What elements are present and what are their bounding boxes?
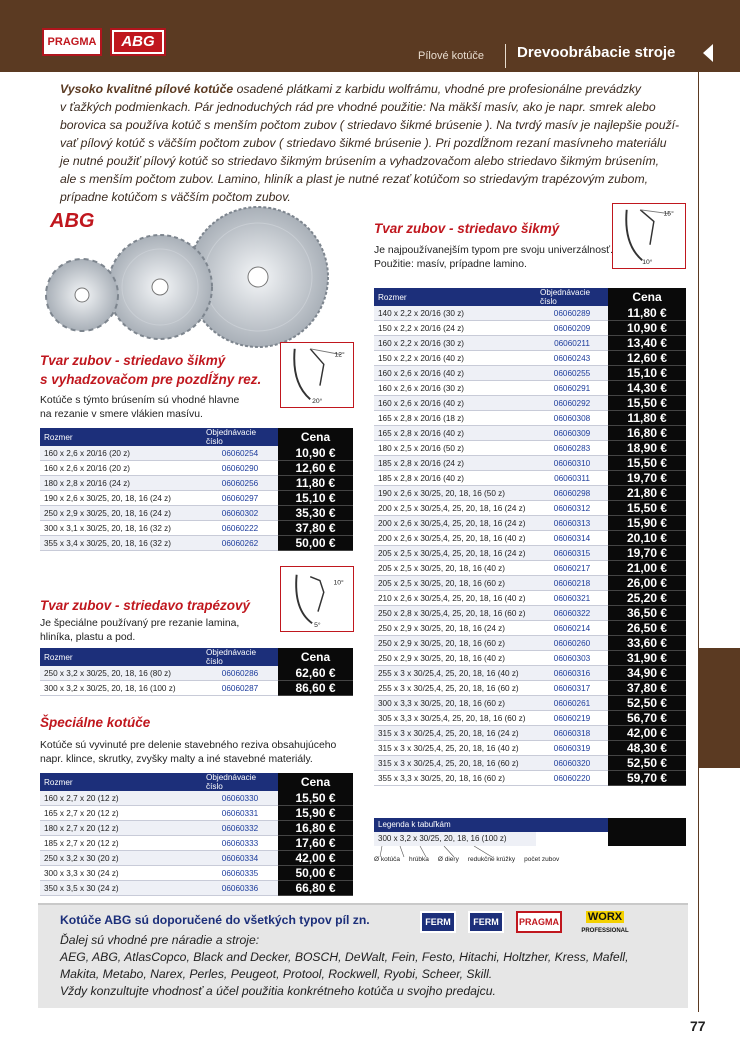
cell-size: 140 x 2,2 x 20/16 (30 z) — [374, 306, 536, 321]
cell-code: 06060243 — [536, 351, 608, 366]
table-row — [374, 651, 686, 666]
intro-bold: Vysoko kvalitné pílové kotúče — [60, 82, 234, 96]
table-row — [374, 306, 686, 321]
section-desc-pozdlzny — [40, 394, 239, 422]
desc-line: hliníka, plastu a pod. — [40, 632, 136, 643]
intro-line: osadené plátkami z karbidu wolfrámu, vhodné pre profesionálne prevádzky — [233, 82, 642, 96]
cell-size: 250 x 2,9 x 30/25, 20, 18, 16 (24 z) — [374, 621, 536, 636]
table-row — [374, 486, 686, 501]
desc-line: Je špeciálne používaný pre rezanie lamina, — [40, 618, 240, 629]
cell-code: 06060283 — [536, 441, 608, 456]
cell-code: 06060262 — [202, 536, 278, 551]
cell-price: 12,60 € — [278, 461, 353, 476]
table-row — [374, 396, 686, 411]
cell-code: 06060218 — [536, 576, 608, 591]
cell-price: 20,10 € — [608, 531, 686, 546]
intro-line: ale s menším počtom zubov. Lamino, hliník a plast je nutné rezať kotúčom so striedavým trapézovým zubom, — [60, 172, 648, 186]
table-row — [374, 516, 686, 531]
abg-logo-header: ABG — [112, 30, 164, 54]
price-table-specialne — [40, 773, 353, 896]
cell-size: 205 x 2,5 x 30/25, 20, 18, 16 (60 z) — [374, 576, 536, 591]
compatibility-line: Makita, Metabo, Narex, Perles, Peugeot, Protool, Rockwell, Ryobi, Scheer, Skill. — [60, 967, 493, 981]
cell-size: 205 x 2,5 x 30/25,4, 25, 20, 18, 16 (24 z) — [374, 546, 536, 561]
cell-price: 50,00 € — [278, 866, 353, 881]
worx-sub: PROFESSIONAL — [581, 928, 629, 934]
compatibility-line: AEG, ABG, AtlasCopco, Black and Decker, BOSCH, DeWalt, Fein, Festo, Hitachi, Holtzher, Kress, Mafell, — [60, 950, 629, 964]
worx-name: WORX — [587, 911, 623, 923]
cell-price: 15,50 € — [608, 501, 686, 516]
angle-label: 15° — [663, 210, 674, 218]
price-table-trapezovy — [40, 648, 353, 696]
table-row — [374, 531, 686, 546]
cell-price: 62,60 € — [278, 666, 353, 681]
cell-price: 15,50 € — [608, 396, 686, 411]
cell-size: 160 x 2,2 x 20/16 (30 z) — [374, 336, 536, 351]
abg-logo: ABG — [50, 210, 95, 232]
saw-blade-small — [46, 259, 118, 331]
col-price: Cena — [608, 288, 686, 306]
cell-code: 06060314 — [536, 531, 608, 546]
cell-price: 33,60 € — [608, 636, 686, 651]
table-row — [374, 321, 686, 336]
cell-code: 06060322 — [536, 606, 608, 621]
col-code: Objednávacie číslo — [202, 648, 278, 666]
cell-code: 06060291 — [536, 381, 608, 396]
cell-size: 165 x 2,7 x 20 (12 z) — [40, 806, 202, 821]
table-row — [374, 561, 686, 576]
table-row — [374, 741, 686, 756]
col-price: Cena — [278, 428, 353, 446]
desc-line: Kotúče sú vyvinuté pre delenie stavebného reziva obsahujúceho — [40, 740, 337, 751]
cell-price: 11,80 € — [608, 306, 686, 321]
cell-size: 300 x 3,3 x 30 (24 z) — [40, 866, 202, 881]
desc-line: napr. klince, skrutky, zvyšky malty a iné stavebné materiály. — [40, 754, 313, 765]
cell-size: 190 x 2,6 x 30/25, 20, 18, 16 (50 z) — [374, 486, 536, 501]
cell-code: 06060286 — [202, 666, 278, 681]
cell-price: 42,00 € — [278, 851, 353, 866]
cell-price: 15,10 € — [608, 366, 686, 381]
table-row — [40, 681, 353, 696]
table-row — [374, 576, 686, 591]
col-code: Objednávacie číslo — [202, 773, 278, 791]
cell-code: 06060302 — [202, 506, 278, 521]
intro-line: v ťažkých podmienkach. Pár jednoduchých rád pre vhodné použitie: Na mäkší masív, ako je napr. smrek alebo — [60, 100, 656, 114]
legend-label: počet zubov — [524, 856, 560, 863]
col-code: Objednávacie číslo — [536, 288, 608, 306]
cell-price: 36,50 € — [608, 606, 686, 621]
header-subtitle: Pílové kotúče — [418, 50, 485, 62]
page-number: 77 — [690, 1018, 706, 1034]
table-row — [374, 411, 686, 426]
table-row — [40, 446, 353, 461]
intro-line: borovica sa používa kotúč s menším počtom zubov ( striedavo šikmé brúsenie ). Na tvrdý masív je najlepšie použí- — [60, 118, 680, 132]
cell-price: 52,50 € — [608, 756, 686, 771]
table-row — [374, 666, 686, 681]
desc-line: na rezanie v smere vlákien masívu. — [40, 409, 203, 420]
cell-code: 06060297 — [202, 491, 278, 506]
intro-paragraph — [60, 80, 692, 206]
cell-price: 16,80 € — [608, 426, 686, 441]
tooth-diagram-pozdlzny — [280, 342, 354, 408]
cell-price: 21,00 € — [608, 561, 686, 576]
angle-label: 5° — [314, 622, 321, 630]
cell-code: 06060317 — [536, 681, 608, 696]
col-code: Objednávacie číslo — [202, 428, 278, 446]
cell-price: 10,90 € — [608, 321, 686, 336]
cell-price: 14,30 € — [608, 381, 686, 396]
cell-size: 255 x 3 x 30/25,4, 25, 20, 18, 16 (40 z) — [374, 666, 536, 681]
cell-price: 15,50 € — [608, 456, 686, 471]
table-row — [40, 851, 353, 866]
legend-blank — [536, 832, 608, 846]
table-row — [40, 866, 353, 881]
cell-code: 06060331 — [202, 806, 278, 821]
cell-size: 210 x 2,6 x 30/25,4, 25, 20, 18, 16 (40 z) — [374, 591, 536, 606]
cell-size: 255 x 3 x 30/25,4, 25, 20, 18, 16 (60 z) — [374, 681, 536, 696]
table-row — [374, 726, 686, 741]
cell-code: 06060298 — [536, 486, 608, 501]
cell-code: 06060261 — [536, 696, 608, 711]
cell-size: 165 x 2,8 x 20/16 (40 z) — [374, 426, 536, 441]
cell-code: 06060255 — [536, 366, 608, 381]
tooth-diagram-sikmy — [612, 203, 686, 269]
table-row — [374, 501, 686, 516]
section-title-specialne: Špeciálne kotúče — [40, 715, 151, 730]
table-row — [374, 366, 686, 381]
cell-size: 160 x 2,6 x 20/16 (20 z) — [40, 461, 202, 476]
cell-code: 06060320 — [536, 756, 608, 771]
section-desc-trapezovy — [40, 617, 239, 645]
section-title-trapezovy: Tvar zubov - striedavo trapézový — [40, 598, 251, 613]
compatibility-line: Vždy konzultujte vhodnosť a účel použitia konkrétneho kotúča u svojho predajcu. — [60, 984, 496, 998]
table-row — [40, 821, 353, 836]
table-row — [40, 521, 353, 536]
cell-size: 205 x 2,5 x 30/25, 20, 18, 16 (40 z) — [374, 561, 536, 576]
pragma-logo: PRAGMA — [44, 30, 100, 54]
cell-price: 15,90 € — [608, 516, 686, 531]
table-row — [374, 681, 686, 696]
cell-code: 06060292 — [536, 396, 608, 411]
cell-size: 200 x 2,5 x 30/25,4, 25, 20, 18, 16 (24 z) — [374, 501, 536, 516]
cell-price: 25,20 € — [608, 591, 686, 606]
cell-size: 185 x 2,8 x 20/16 (24 z) — [374, 456, 536, 471]
legend-labels — [374, 856, 568, 863]
cell-code: 06060209 — [536, 321, 608, 336]
header-title: Drevoobrábacie stroje — [517, 44, 676, 61]
cell-code: 06060309 — [536, 426, 608, 441]
cell-code: 06060310 — [536, 456, 608, 471]
cell-price: 16,80 € — [278, 821, 353, 836]
angle-label: 12° — [334, 351, 345, 359]
side-rule — [698, 72, 699, 1012]
desc-line: Kotúče s týmto brúsením sú vhodné hlavne — [40, 395, 240, 406]
intro-line: je nutné použiť pílový kotúč so striedavo šikmým brúsením a vyhadzovačom alebo striedavo šikmým brúsením, — [60, 154, 660, 168]
cell-size: 200 x 2,6 x 30/25,4, 25, 20, 18, 16 (24 z) — [374, 516, 536, 531]
cell-size: 250 x 2,8 x 30/25,4, 25, 20, 18, 16 (60 z) — [374, 606, 536, 621]
cell-size: 315 x 3 x 30/25,4, 25, 20, 18, 16 (24 z) — [374, 726, 536, 741]
cell-code: 06060311 — [536, 471, 608, 486]
cell-code: 06060334 — [202, 851, 278, 866]
cell-size: 300 x 3,2 x 30/25, 20, 18, 16 (100 z) — [40, 681, 202, 696]
table-row — [374, 621, 686, 636]
worx-logo — [572, 911, 638, 933]
cell-price: 37,80 € — [278, 521, 353, 536]
cell-size: 160 x 2,6 x 20/16 (40 z) — [374, 366, 536, 381]
ferm-logo: FERM — [468, 911, 504, 933]
cell-price: 50,00 € — [278, 536, 353, 551]
table-row — [374, 336, 686, 351]
legend-header-price — [608, 818, 686, 832]
saw-blade-medium — [108, 235, 212, 339]
ferm-logo: FERM — [420, 911, 456, 933]
cell-price: 52,50 € — [608, 696, 686, 711]
cell-code: 06060315 — [536, 546, 608, 561]
cell-size: 250 x 3,2 x 30 (20 z) — [40, 851, 202, 866]
desc-line: Použitie: masív, prípadne lamino. — [374, 259, 527, 270]
section-title-sikmy: Tvar zubov - striedavo šikmý — [374, 221, 560, 236]
cell-code: 06060211 — [536, 336, 608, 351]
table-row — [40, 836, 353, 851]
cell-size: 160 x 2,6 x 20/16 (20 z) — [40, 446, 202, 461]
cell-code: 06060308 — [536, 411, 608, 426]
cell-size: 160 x 2,6 x 20/16 (30 z) — [374, 381, 536, 396]
col-size: Rozmer — [40, 428, 202, 446]
cell-code: 06060313 — [536, 516, 608, 531]
cell-code: 06060222 — [202, 521, 278, 536]
cell-price: 11,80 € — [608, 411, 686, 426]
cell-size: 250 x 3,2 x 30/25, 20, 18, 16 (80 z) — [40, 666, 202, 681]
cell-code: 06060260 — [536, 636, 608, 651]
cell-size: 305 x 3,3 x 30/25,4, 25, 20, 18, 16 (60 z) — [374, 711, 536, 726]
table-row — [374, 351, 686, 366]
cell-code: 06060332 — [202, 821, 278, 836]
cell-price: 15,50 € — [278, 791, 353, 806]
cell-price: 35,30 € — [278, 506, 353, 521]
cell-price: 19,70 € — [608, 471, 686, 486]
cell-code: 06060256 — [202, 476, 278, 491]
cell-code: 06060217 — [536, 561, 608, 576]
table-row — [374, 771, 686, 786]
cell-size: 200 x 2,6 x 30/25,4, 25, 20, 18, 16 (40 z) — [374, 531, 536, 546]
cell-size: 355 x 3,4 x 30/25, 20, 18, 16 (32 z) — [40, 536, 202, 551]
cell-size: 250 x 2,9 x 30/25, 20, 18, 16 (24 z) — [40, 506, 202, 521]
desc-line: Je najpoužívanejším typom pre svoju univerzálnosť. — [374, 245, 613, 256]
table-row — [374, 756, 686, 771]
header-divider — [505, 44, 506, 68]
angle-label: 20° — [312, 398, 323, 406]
legend-example: 300 x 3,2 x 30/25, 20, 18, 16 (100 z) — [374, 832, 536, 846]
cell-size: 350 x 3,5 x 30 (24 z) — [40, 881, 202, 896]
table-row — [374, 696, 686, 711]
cell-size: 300 x 3,3 x 30/25, 20, 18, 16 (60 z) — [374, 696, 536, 711]
table-legend — [374, 818, 686, 846]
legend-header: Legenda k tabuľkám — [374, 818, 536, 832]
cell-price: 42,00 € — [608, 726, 686, 741]
cell-price: 19,70 € — [608, 546, 686, 561]
cell-price: 12,60 € — [608, 351, 686, 366]
cell-price: 15,10 € — [278, 491, 353, 506]
cell-price: 26,00 € — [608, 576, 686, 591]
legend-price-blank — [608, 832, 686, 846]
cell-price: 11,80 € — [278, 476, 353, 491]
table-row — [374, 606, 686, 621]
cell-code: 06060287 — [202, 681, 278, 696]
cell-code: 06060336 — [202, 881, 278, 896]
legend-header-blank — [536, 818, 608, 832]
legend-label: redukčné krúžky — [467, 856, 516, 863]
table-row — [374, 381, 686, 396]
cell-size: 315 x 3 x 30/25,4, 25, 20, 18, 16 (40 z) — [374, 741, 536, 756]
cell-code: 06060254 — [202, 446, 278, 461]
cell-price: 37,80 € — [608, 681, 686, 696]
cell-price: 17,60 € — [278, 836, 353, 851]
cell-size: 180 x 2,7 x 20 (12 z) — [40, 821, 202, 836]
cell-price: 13,40 € — [608, 336, 686, 351]
col-size: Rozmer — [40, 648, 202, 666]
page-header — [0, 0, 740, 72]
side-tab — [698, 648, 740, 768]
cell-price: 10,90 € — [278, 446, 353, 461]
table-row — [40, 476, 353, 491]
table-row — [40, 806, 353, 821]
cell-price: 26,50 € — [608, 621, 686, 636]
cell-size: 150 x 2,2 x 20/16 (40 z) — [374, 351, 536, 366]
cell-size: 250 x 2,9 x 30/25, 20, 18, 16 (40 z) — [374, 651, 536, 666]
table-row — [374, 546, 686, 561]
cell-code: 06060316 — [536, 666, 608, 681]
cell-size: 160 x 2,6 x 20/16 (40 z) — [374, 396, 536, 411]
table-row — [40, 491, 353, 506]
cell-size: 150 x 2,2 x 20/16 (24 z) — [374, 321, 536, 336]
table-row — [40, 461, 353, 476]
cell-price: 59,70 € — [608, 771, 686, 786]
table-row — [374, 636, 686, 651]
table-row — [40, 666, 353, 681]
cell-size: 190 x 2,6 x 30/25, 20, 18, 16 (24 z) — [40, 491, 202, 506]
pragma-logo-small: PRAGMA — [516, 911, 562, 933]
cell-price: 66,80 € — [278, 881, 353, 896]
legend-label: Ø diery — [437, 856, 459, 863]
col-size: Rozmer — [374, 288, 536, 306]
cell-code: 06060335 — [202, 866, 278, 881]
table-row — [374, 441, 686, 456]
price-table-sikmy — [374, 288, 686, 786]
table-row — [374, 711, 686, 726]
legend-label: Ø kotúča — [374, 856, 401, 863]
table-row — [40, 791, 353, 806]
table-row — [374, 426, 686, 441]
angle-label: 10° — [642, 259, 653, 267]
cell-price: 18,90 € — [608, 441, 686, 456]
cell-code: 06060321 — [536, 591, 608, 606]
section-desc-specialne — [40, 739, 336, 767]
cell-price: 21,80 € — [608, 486, 686, 501]
cell-size: 180 x 2,5 x 20/16 (50 z) — [374, 441, 536, 456]
table-row — [374, 471, 686, 486]
cell-price: 86,60 € — [278, 681, 353, 696]
compatibility-line: Ďalej sú vhodné pre náradie a stroje: — [60, 933, 260, 947]
cell-price: 48,30 € — [608, 741, 686, 756]
cell-size: 355 x 3,3 x 30/25, 20, 18, 16 (60 z) — [374, 771, 536, 786]
table-row — [374, 456, 686, 471]
table-row — [374, 591, 686, 606]
intro-line: prípadne kotúčom s väčším počtom zubov. — [60, 190, 291, 204]
cell-code: 06060219 — [536, 711, 608, 726]
table-row — [40, 506, 353, 521]
cell-code: 06060319 — [536, 741, 608, 756]
cell-code: 06060220 — [536, 771, 608, 786]
tooth-diagram-trapezovy — [280, 566, 354, 632]
cell-code: 06060290 — [202, 461, 278, 476]
cell-size: 300 x 3,1 x 30/25, 20, 18, 16 (32 z) — [40, 521, 202, 536]
col-price: Cena — [278, 648, 353, 666]
cell-code: 06060303 — [536, 651, 608, 666]
cell-code: 06060330 — [202, 791, 278, 806]
section-title-line: Tvar zubov - striedavo šikmý — [40, 353, 226, 368]
intro-line: vať pílový kotúč s väčším počtom zubov ( striedavo šikmé brúsenie ). Pri pozdĺžnom rezaní masívneho materiálu — [60, 136, 667, 150]
cell-size: 185 x 2,7 x 20 (12 z) — [40, 836, 202, 851]
cell-price: 34,90 € — [608, 666, 686, 681]
cell-price: 31,90 € — [608, 651, 686, 666]
angle-label: 10° — [333, 579, 344, 587]
section-desc-sikmy — [374, 244, 613, 272]
section-title-line: s vyhadzovačom pre pozdĺžny rez. — [40, 372, 262, 387]
cell-code: 06060312 — [536, 501, 608, 516]
legend-label: hrúbka — [409, 856, 429, 863]
cell-size: 165 x 2,8 x 20/16 (18 z) — [374, 411, 536, 426]
col-price: Cena — [278, 773, 353, 791]
col-size: Rozmer — [40, 773, 202, 791]
cell-price: 56,70 € — [608, 711, 686, 726]
compatibility-title: Kotúče ABG sú doporučené do všetkých typov píl zn. — [60, 913, 370, 927]
cell-code: 06060214 — [536, 621, 608, 636]
header-arrow-icon — [703, 44, 713, 62]
price-table-pozdlzny — [40, 428, 353, 551]
table-row — [40, 881, 353, 896]
cell-code: 06060289 — [536, 306, 608, 321]
cell-code: 06060318 — [536, 726, 608, 741]
cell-code: 06060333 — [202, 836, 278, 851]
section-title-pozdlzny — [40, 351, 261, 389]
cell-size: 315 x 3 x 30/25,4, 25, 20, 18, 16 (60 z) — [374, 756, 536, 771]
cell-size: 160 x 2,7 x 20 (12 z) — [40, 791, 202, 806]
table-row — [40, 536, 353, 551]
cell-price: 15,90 € — [278, 806, 353, 821]
cell-size: 250 x 2,9 x 30/25, 20, 18, 16 (60 z) — [374, 636, 536, 651]
cell-size: 185 x 2,8 x 20/16 (40 z) — [374, 471, 536, 486]
compatibility-box — [38, 903, 688, 1008]
cell-size: 180 x 2,8 x 20/16 (24 z) — [40, 476, 202, 491]
